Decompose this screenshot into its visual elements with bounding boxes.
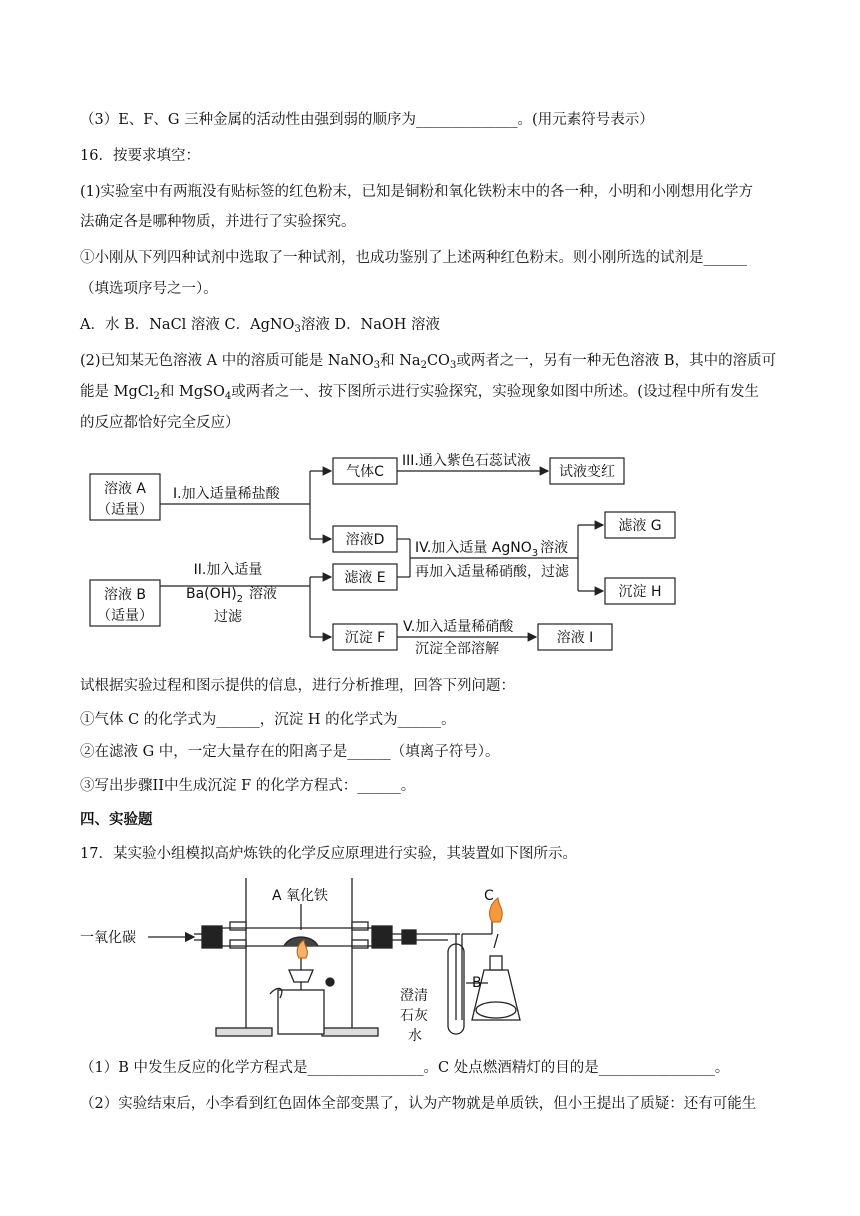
solution-text: 溶液 [540, 540, 569, 556]
q16-p1-line1: (1)实验室中有两瓶没有贴标签的红色粉末，已知是铜粉和氧化铁粉末中的各一种，小明和小刚想用化学方 [80, 184, 754, 200]
solution-text: 溶液 [249, 586, 278, 602]
label-step2-line3: 过滤 [214, 609, 242, 625]
label-filtrate-e: 滤液 E [344, 570, 386, 586]
q16-question-a: ①气体 C 的化学式为______，沉淀 H 的化学式为______。 [80, 712, 456, 728]
label-step4-line2: 再加入适量稀硝酸，过滤 [415, 564, 569, 580]
label-solution-d: 溶液D [345, 532, 385, 548]
label-solution-b-amount: （适量） [97, 608, 153, 624]
label-step3: III.通入紫色石蕊试液 [402, 453, 531, 469]
label-limewater-2: 石灰 [400, 1008, 428, 1024]
subscript: 4 [224, 391, 232, 402]
q16-title: 16．按要求填空： [80, 148, 200, 164]
subscript: 3 [531, 548, 539, 559]
label-carbon-monoxide: 一氧化碳 [80, 930, 136, 946]
agno-text: IV.加入适量 AgNO [415, 540, 532, 556]
options-part-b: 溶液 D．NaOH 溶液 [300, 317, 441, 333]
p2-text: 能是 MgCl [80, 384, 154, 400]
q15-part3: （3）E、F、G 三种金属的活动性由强到弱的顺序为______________。(用元素符号表示） [80, 112, 654, 128]
subscript: 3 [373, 360, 381, 371]
p2-text: 和 MgSO [159, 384, 225, 400]
options-part-a: A．水 B．NaCl 溶液 C．AgNO [80, 317, 295, 333]
q16-p2-line1 [80, 351, 776, 371]
label-step5-line2: 沉淀全部溶解 [415, 641, 499, 657]
subscript: 2 [420, 360, 427, 371]
label-step4-line1 [415, 539, 568, 559]
section-heading-experiment: 四、实验题 [80, 811, 153, 828]
subscript: 3 [294, 324, 301, 335]
p2-text: CO [426, 353, 450, 369]
q17-question-2: （2）实验结束后，小李看到红色固体全部变黑了，认为产物就是单质铁，但小王提出了质疑：还有可能生 [80, 1096, 757, 1112]
p2-text: 或两者之一、按下图所示进行实验探究，实验现象如图中所述。(设过程中所有发生 [231, 384, 759, 400]
label-a-iron-oxide: A 氧化铁 [272, 888, 329, 904]
subscript: 2 [236, 594, 244, 605]
label-solution-i: 溶液 I [556, 630, 594, 646]
q16-p2-line3: 的反应都恰好完全反应） [80, 415, 240, 431]
label-solution-a-amount: （适量） [97, 502, 153, 518]
label-precipitate-h: 沉淀 H [618, 584, 662, 600]
label-step2-line2 [186, 585, 277, 605]
label-step5-line1: V.加入适量稀硝酸 [403, 619, 514, 635]
label-limewater-3: 水 [408, 1028, 422, 1044]
q16-analysis: 试根据实验过程和图示提供的信息，进行分析推理，回答下列问题： [80, 678, 515, 694]
q16-p1-question-line2: （填选项序号之一）。 [80, 281, 218, 297]
q16-p2-line2 [80, 382, 759, 402]
label-limewater-1: 澄清 [400, 988, 428, 1004]
label-b: B [472, 975, 482, 991]
p2-text: 或两者之一，另有一种无色溶液 B，其中的溶质可 [456, 353, 777, 369]
q17-question-1: （1）B 中发生反应的化学方程式是________________。C 处点燃酒精灯的目的是________________。 [80, 1060, 730, 1076]
p2-text: (2)已知某无色溶液 A 中的溶质可能是 NaNO [80, 353, 374, 369]
q16-p1-line2: 法确定各是哪种物质，并进行了实验探究。 [80, 214, 356, 230]
label-filtrate-g: 滤液 G [618, 518, 662, 534]
q16-p1-question-line1: ①小刚从下列四种试剂中选取了一种试剂，也成功鉴别了上述两种红色粉末。则小刚所选的试剂是______ [80, 250, 747, 266]
q16-options [80, 315, 440, 335]
label-solution-a: 溶液 A [103, 481, 147, 497]
label-turns-red: 试液变红 [559, 464, 615, 480]
label-step2-line1: II.加入适量 [193, 562, 263, 578]
label-precipitate-f: 沉淀 F [344, 630, 386, 646]
p2-text: 和 Na [380, 353, 421, 369]
q17-intro: 17．某实验小组模拟高炉炼铁的化学反应原理进行实验，其装置如下图所示。 [80, 846, 577, 862]
q16-question-c: ③写出步骤II中生成沉淀 F 的化学方程式：______。 [80, 778, 416, 794]
baoh-text: Ba(OH) [186, 586, 237, 602]
q16-question-b: ②在滤液 G 中，一定大量存在的阳离子是______（填离子符号）。 [80, 744, 500, 760]
label-solution-b: 溶液 B [103, 587, 147, 603]
blast-furnace-apparatus-figure [80, 870, 740, 1046]
experiment-flow-diagram [88, 446, 698, 658]
subscript: 3 [449, 360, 457, 371]
label-c: C [484, 888, 494, 904]
label-gas-c: 气体C [346, 464, 384, 480]
label-step1: I.加入适量稀盐酸 [173, 486, 280, 502]
subscript: 2 [153, 391, 160, 402]
